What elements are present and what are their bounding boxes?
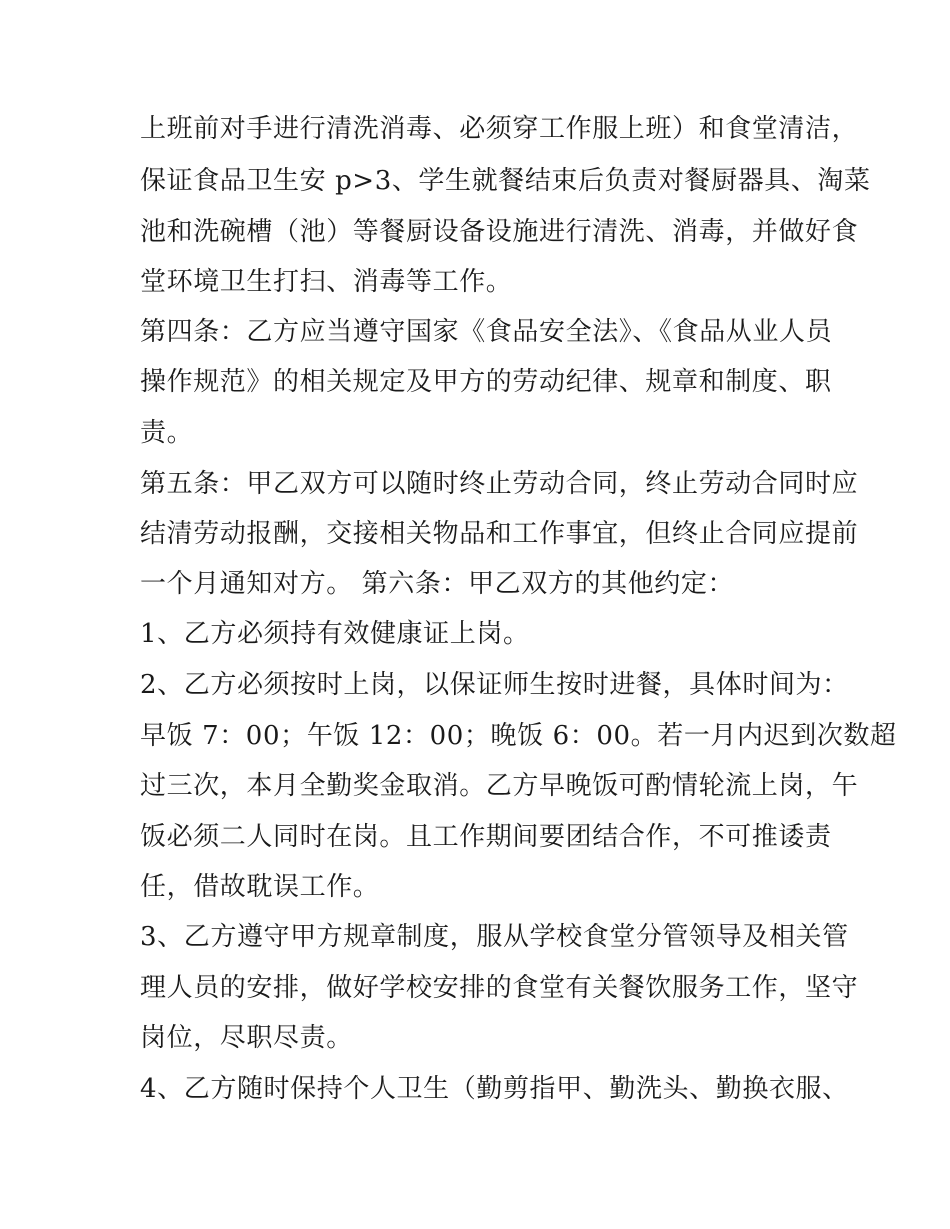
text-line: 一个月通知对方。 第六条：甲乙双方的其他约定： [140,569,735,599]
text-line: 3、乙方遵守甲方规章制度，服从学校食堂分管领导及相关管 [140,922,849,952]
text-line: 第五条：甲乙双方可以随时终止劳动合同，终止劳动合同时应 [140,469,859,499]
text-line: 4、乙方随时保持个人卫生（勤剪指甲、勤洗头、勤换衣服、 [140,1074,849,1104]
text-line: 1、乙方必须持有效健康证上岗。 [140,619,530,649]
text-line: 早饭 7：00；午饭 12：00；晚饭 6：00。若一月内迟到次数超 [140,721,897,751]
text-line: 责。 [140,418,194,448]
text-line: 任，借故耽误工作。 [140,872,380,902]
text-line: 岗位，尽职尽责。 [140,1023,353,1053]
text-line: 饭必须二人同时在岗。且工作期间要团结合作，不可推诿责 [140,822,832,852]
text-line: 过三次，本月全勤奖金取消。乙方早晚饭可酌情轮流上岗，午 [140,771,859,801]
text-line: 理人员的安排，做好学校安排的食堂有关餐饮服务工作，坚守 [140,973,859,1003]
text-line: 池和洗碗槽（池）等餐厨设备设施进行清洗、消毒，并做好食 [140,217,859,247]
text-line: 堂环境卫生打扫、消毒等工作。 [140,267,513,297]
text-line: 2、乙方必须按时上岗，以保证师生按时进餐，具体时间为： [140,670,849,700]
text-line: 上班前对手进行清洗消毒、必须穿工作服上班）和食堂清洁， [140,114,859,144]
text-line: 第四条：乙方应当遵守国家《食品安全法》、《食品从业人员 [140,317,833,347]
text-line: 保证食品卫生安 p>3、学生就餐结束后负责对餐厨器具、淘菜 [140,166,871,196]
text-line: 结清劳动报酬，交接相关物品和工作事宜，但终止合同应提前 [140,519,859,549]
text-line: 操作规范》的相关规定及甲方的劳动纪律、规章和制度、职 [140,367,832,397]
